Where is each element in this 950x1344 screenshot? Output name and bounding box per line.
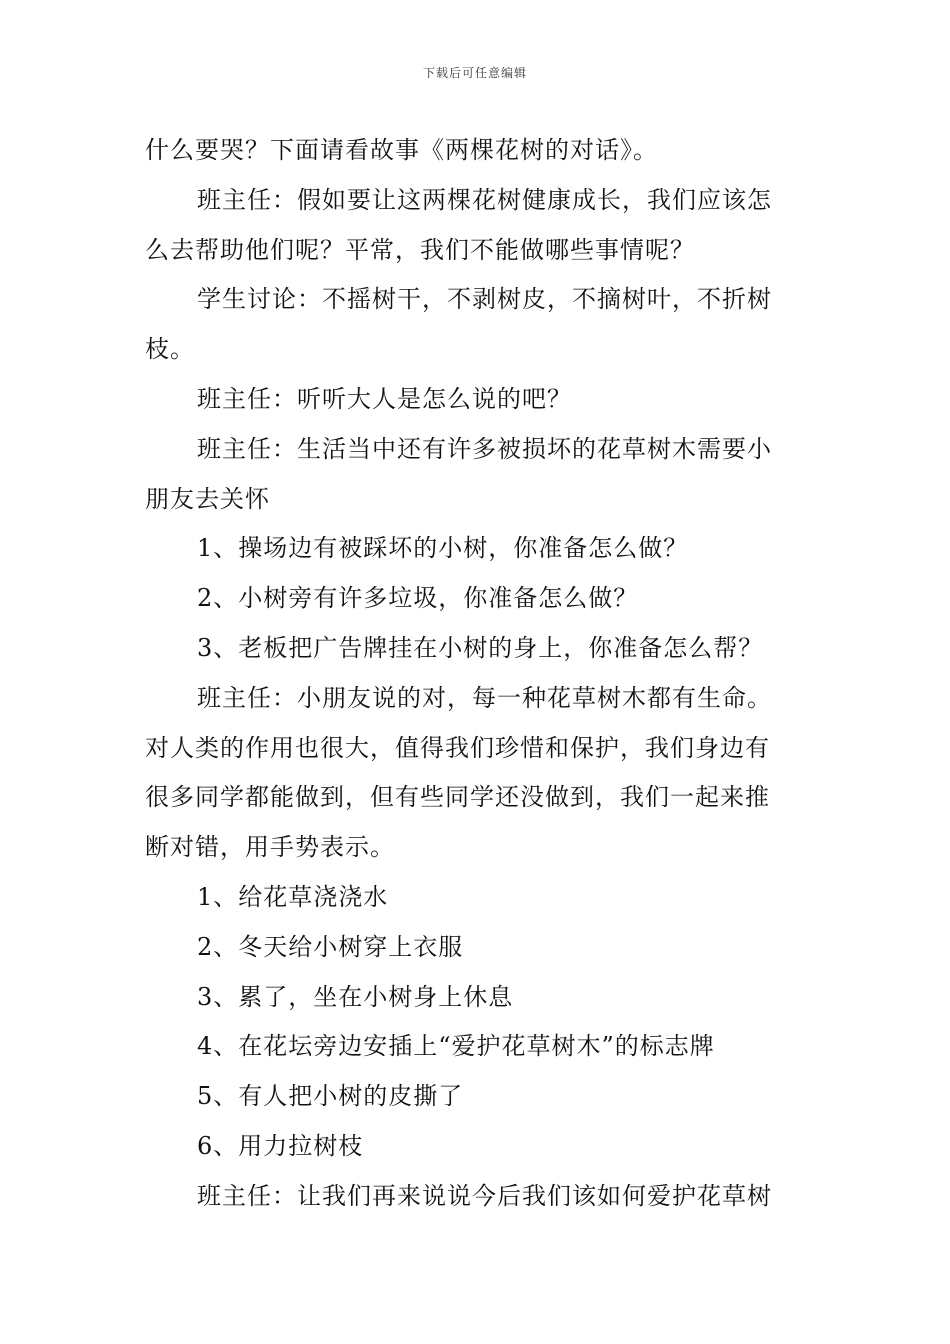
- text-line: 班主任：小朋友说的对，每一种花草树木都有生命。: [197, 683, 772, 712]
- text-line: 6、用力拉树枝: [197, 1131, 364, 1160]
- text-line: 很多同学都能做到，但有些同学还没做到，我们一起来推: [145, 783, 770, 812]
- text-line: 1、操场边有被踩坏的小树，你准备怎么做？: [197, 534, 689, 563]
- text-line: 班主任：生活当中还有许多被损坏的花草树木需要小: [197, 434, 772, 463]
- text-line: 3、老板把广告牌挂在小树的身上，你准备怎么帮？: [197, 633, 764, 662]
- text-line: 2、小树旁有许多垃圾，你准备怎么做？: [197, 584, 639, 613]
- text-line: 班主任：听听大人是怎么说的吧？: [197, 384, 572, 413]
- text-line: 班主任：假如要让这两棵花树健康成长，我们应该怎: [197, 185, 772, 214]
- text-line: 什么要哭？下面请看故事《两棵花树的对话》。: [145, 136, 658, 164]
- document-body: [145, 126, 805, 1222]
- page-header: 下载后可任意编辑: [422, 66, 527, 80]
- text-line: 2、冬天给小树穿上衣服: [197, 932, 464, 961]
- text-line: 枝。: [145, 335, 195, 364]
- text-line: 5、有人把小树的皮撕了: [197, 1082, 464, 1111]
- text-line: 断对错，用手势表示。: [145, 833, 395, 862]
- text-line: 班主任：让我们再来说说今后我们该如何爱护花草树: [197, 1181, 772, 1210]
- text-line: 朋友去关怀: [145, 484, 270, 513]
- text-line: 1、给花草浇浇水: [197, 882, 389, 911]
- text-line: 学生讨论：不摇树干，不剥树皮，不摘树叶，不折树: [197, 285, 772, 314]
- text-line: 3、累了，坐在小树身上休息: [197, 982, 514, 1011]
- text-line: 对人类的作用也很大，值得我们珍惜和保护，我们身边有: [145, 733, 770, 762]
- text-line: 么去帮助他们呢？平常，我们不能做哪些事情呢？: [145, 235, 695, 264]
- text-line: 4、在花坛旁边安插上“爱护花草树木”的标志牌: [197, 1032, 715, 1061]
